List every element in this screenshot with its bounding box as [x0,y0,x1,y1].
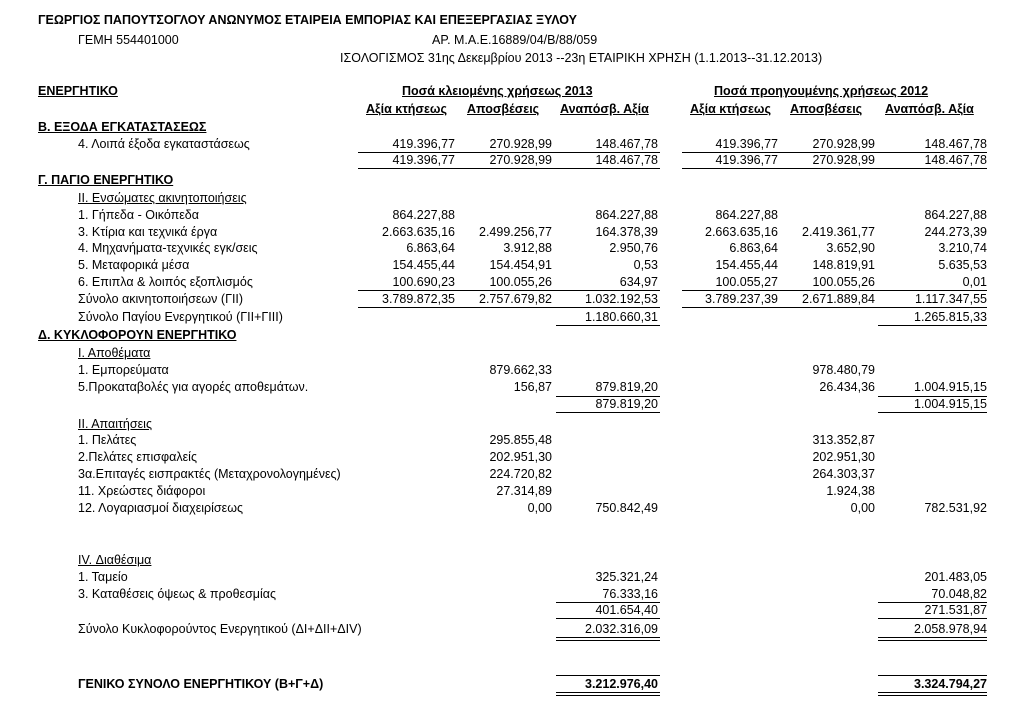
receivable-row-2012: 0,00 [850,501,875,515]
grand-total-label: ΓΕΝΙΚΟ ΣΥΝΟΛΟ ΕΝΕΡΓΗΤΙΚΟΥ (Β+Γ+Δ) [78,677,324,691]
grand-total-2013: 3.212.976,40 [585,677,658,691]
g-row-acq-2012: 154.455,44 [715,258,778,272]
inventory-row-label: 5.Προκαταβολές για αγορές αποθεμάτων. [78,380,309,394]
fixed-assets-label: Σύνολο Παγίου Ενεργητικού (ΓΙΙ+ΓΙΙΙ) [78,310,283,324]
b-item4-label: 4. Λοιπά έξοδα εγκαταστάσεως [78,137,250,151]
b-total-rule-2013 [358,168,660,169]
g-subsection-title: ΙΙ. Ενσώματες ακινητοποιήσεις [78,191,247,205]
g-row-net-2012: 5.635,53 [938,258,987,272]
inventory-total-2012: 1.004.915,15 [914,397,987,411]
g-row-net-2013: 634,97 [619,275,658,289]
inventory-row-sub-2012: 26.434,36 [819,380,875,394]
g-total-net-2013: 1.032.192,53 [585,292,658,306]
cash-total-2013: 401.654,40 [595,603,658,617]
b-item4-acq-2012: 419.396,77 [715,137,778,151]
g-row-dep-2012: 2.419.361,77 [802,225,875,239]
g-total-acq-2012: 3.789.237,39 [705,292,778,306]
cash-title: ΙV. Διαθέσιμα [78,553,152,567]
fixed-assets-2012: 1.265.815,33 [914,310,987,324]
b-item4-net-2012: 148.467,78 [924,137,987,151]
grand-rule2-2013 [556,695,660,696]
receivables-total-2012: 782.531,92 [924,501,987,515]
current-rule2-2012 [878,640,987,641]
g-row-net-2012: 3.210,74 [938,241,987,255]
cash-row-label: 1. Ταμείο [78,570,128,584]
g-row-acq-2012: 6.863,64 [729,241,778,255]
g-row-net-2013: 864.227,88 [595,208,658,222]
receivable-row-2013: 0,00 [527,501,552,515]
receivables-total-2013: 750.842,49 [595,501,658,515]
receivables-title: ΙΙ. Απαιτήσεις [78,417,152,431]
cash-row-2012: 201.483,05 [924,570,987,584]
col-dep-2013: Αποσβέσεις [467,102,540,116]
receivable-row-2013: 27.314,89 [496,484,552,498]
period-2013-heading: Ποσά κλειομένης χρήσεως 2013 [402,84,593,98]
inventory-row-total-2013: 879.819,20 [595,380,658,394]
g-row-acq-2013: 2.663.635,16 [382,225,455,239]
receivable-row-2013: 295.855,48 [489,433,552,447]
inventory-row-sub-2013: 879.662,33 [489,363,552,377]
cash-total-2012: 271.531,87 [924,603,987,617]
current-assets-2013: 2.032.316,09 [585,622,658,636]
receivable-row-2012: 1.924,38 [826,484,875,498]
col-acq-2012: Αξία κτήσεως [690,102,771,116]
b-total-dep-2012: 270.928,99 [812,153,875,167]
col-net-2013: Αναπόσβ. Αξία [560,102,649,116]
g-total-label: Σύνολο ακινητοποιήσεων (ΓΙΙ) [78,292,244,306]
col-net-2012: Αναπόσβ. Αξία [885,102,974,116]
g-row-dep-2013: 2.499.256,77 [479,225,552,239]
cash-row-label: 3. Καταθέσεις όψεως & προθεσμίας [78,587,277,601]
receivable-row-label: 3α.Επιταγές εισπρακτές (Μεταχρονολογημένες) [78,467,341,481]
balance-sheet-title: ΙΣΟΛΟΓΙΣΜΟΣ 31ης Δεκεμβρίου 2013 --23η ΕΤΑΙΡΙΚΗ ΧΡΗΣΗ (1.1.2013--31.12.2013) [340,51,823,65]
inventory-total-2013: 879.819,20 [595,397,658,411]
receivable-row-label: 12. Λογαριασμοί διαχειρίσεως [78,501,244,515]
assets-heading: ΕΝΕΡΓΗΤΙΚΟ [38,84,118,98]
g-row-net-2012: 244.273,39 [924,225,987,239]
g-row-acq-2013: 864.227,88 [392,208,455,222]
g-row-label: 6. Επιπλα & λοιπός εξοπλισμός [78,275,253,289]
receivable-row-2012: 264.303,37 [812,467,875,481]
g-total-rule-2012 [682,307,987,308]
b-total-net-2012: 148.467,78 [924,153,987,167]
cash-row-2013: 76.333,16 [602,587,658,601]
current-rule-2013 [556,637,660,638]
inventory-total-rule-2012 [878,412,987,413]
grand-top-rule-2012 [878,675,987,676]
b-item4-dep-2012: 270.928,99 [812,137,875,151]
inventory-row-total-2012: 1.004.915,15 [914,380,987,394]
receivable-row-2013: 202.951,30 [489,450,552,464]
g-row-acq-2013: 154.455,44 [392,258,455,272]
g-row-net-2012: 0,01 [962,275,987,289]
g-row-label: 3. Κτίρια και τεχνικά έργα [78,225,218,239]
cash-total-rule-2012 [878,618,987,619]
inventory-total-rule-2013 [556,412,660,413]
g-row-acq-2013: 100.690,23 [392,275,455,289]
g-rule-2013 [358,290,660,291]
period-2012-heading: Ποσά προηγουμένης χρήσεως 2012 [714,84,929,98]
grand-rule2-2012 [878,695,987,696]
grand-top-rule-2013 [556,675,660,676]
g-row-net-2013: 164.378,39 [595,225,658,239]
current-assets-label: Σύνολο Κυκλοφορούντος Ενεργητικού (ΔΙ+ΔΙΙ+ΔΙV) [78,622,362,636]
inventory-title: Ι. Αποθέματα [78,346,151,360]
section-d-title: Δ. ΚΥΚΛΟΦΟΡΟΥΝ ΕΝΕΡΓΗΤΙΚΟ [38,328,237,342]
g-row-label: 4. Μηχανήματα-τεχνικές εγκ/σεις [78,241,258,255]
b-item4-acq-2013: 419.396,77 [392,137,455,151]
g-row-net-2012: 864.227,88 [924,208,987,222]
grand-rule-2013 [556,692,660,693]
g-total-dep-2013: 2.757.679,82 [479,292,552,306]
g-row-dep-2012: 148.819,91 [812,258,875,272]
col-dep-2012: Αποσβέσεις [790,102,863,116]
g-row-acq-2012: 100.055,27 [715,275,778,289]
g-row-label: 5. Μεταφορικά μέσα [78,258,190,272]
inventory-row-sub-2013: 156,87 [513,380,552,394]
g-row-label: 1. Γήπεδα - Οικόπεδα [78,208,199,222]
g-row-net-2013: 0,53 [633,258,658,272]
cash-row-2012: 70.048,82 [931,587,987,601]
cash-row-2013: 325.321,24 [595,570,658,584]
fixed-rule-2013 [556,325,660,326]
g-total-net-2012: 1.117.347,55 [914,292,987,306]
g-row-dep-2012: 100.055,26 [812,275,875,289]
company-name: ΓΕΩΡΓΙΟΣ ΠΑΠΟΥΤΣΟΓΛΟΥ ΑΝΩΝΥΜΟΣ ΕΤΑΙΡΕΙΑ ΕΜΠΟΡΙΑΣ ΚΑΙ ΕΠΕΞΕΡΓΑΣΙΑΣ ΞΥΛΟΥ [38,13,578,27]
b-total-dep-2013: 270.928,99 [489,153,552,167]
fixed-rule-2012 [878,325,987,326]
section-g-title: Γ. ΠΑΓΙΟ ΕΝΕΡΓΗΤΙΚΟ [38,173,174,187]
mae-number: ΑΡ. Μ.Α.Ε.16889/04/Β/88/059 [432,33,598,47]
section-b-title: Β. ΕΞΟΔΑ ΕΓΚΑΤΑΣΤΑΣΕΩΣ [38,120,207,134]
gemh-number: ΓΕΜΗ 554401000 [78,33,179,47]
receivable-row-2013: 224.720,82 [489,467,552,481]
current-assets-2012: 2.058.978,94 [914,622,987,636]
g-rule-2012 [682,290,987,291]
inventory-row-sub-2012: 978.480,79 [812,363,875,377]
g-row-dep-2013: 100.055,26 [489,275,552,289]
b-total-net-2013: 148.467,78 [595,153,658,167]
cash-total-rule-2013 [556,618,660,619]
receivable-row-label: 2.Πελάτες επισφαλείς [78,450,197,464]
grand-total-2012: 3.324.794,27 [914,677,987,691]
g-total-dep-2012: 2.671.889,84 [802,292,875,306]
b-total-rule-2012 [682,168,987,169]
fixed-assets-2013: 1.180.660,31 [585,310,658,324]
receivable-row-label: 1. Πελάτες [78,433,137,447]
col-acq-2013: Αξία κτήσεως [366,102,447,116]
b-total-acq-2012: 419.396,77 [715,153,778,167]
g-row-acq-2012: 2.663.635,16 [705,225,778,239]
g-total-rule-2013 [358,307,660,308]
b-item4-dep-2013: 270.928,99 [489,137,552,151]
grand-rule-2012 [878,692,987,693]
b-total-acq-2013: 419.396,77 [392,153,455,167]
current-rule2-2013 [556,640,660,641]
g-row-net-2013: 2.950,76 [609,241,658,255]
inventory-row-label: 1. Εμπορεύματα [78,363,169,377]
g-row-acq-2012: 864.227,88 [715,208,778,222]
g-row-dep-2013: 154.454,91 [489,258,552,272]
receivable-row-2012: 202.951,30 [812,450,875,464]
g-row-acq-2013: 6.863,64 [406,241,455,255]
b-item4-net-2013: 148.467,78 [595,137,658,151]
current-rule-2012 [878,637,987,638]
g-total-acq-2013: 3.789.872,35 [382,292,455,306]
g-row-dep-2012: 3.652,90 [826,241,875,255]
g-row-dep-2013: 3.912,88 [503,241,552,255]
receivable-row-2012: 313.352,87 [812,433,875,447]
receivable-row-label: 11. Χρεώστες διάφοροι [78,484,206,498]
